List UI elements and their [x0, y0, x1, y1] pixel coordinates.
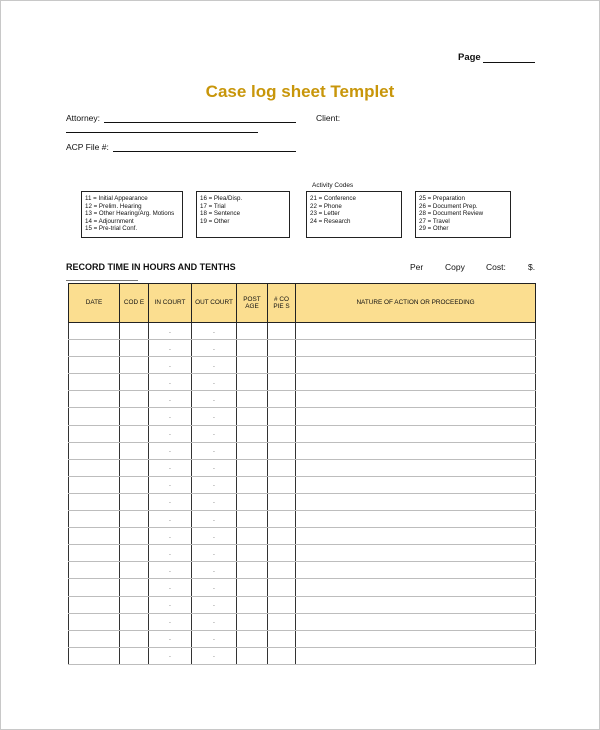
- code-cell[interactable]: [120, 391, 149, 408]
- postage-cell[interactable]: [237, 459, 268, 476]
- copies-cell[interactable]: [268, 340, 296, 357]
- attorney-field-line-2[interactable]: [66, 132, 258, 133]
- out-court-cell[interactable]: .: [192, 613, 237, 630]
- date-cell[interactable]: [69, 374, 120, 391]
- postage-cell[interactable]: [237, 545, 268, 562]
- nature-cell[interactable]: [296, 442, 536, 459]
- nature-cell[interactable]: [296, 459, 536, 476]
- column-header-postage: POST AGE: [237, 284, 268, 323]
- in-court-cell[interactable]: .: [149, 340, 192, 357]
- date-cell[interactable]: [69, 647, 120, 664]
- copies-cell[interactable]: [268, 493, 296, 510]
- in-court-cell[interactable]: .: [149, 596, 192, 613]
- activity-code-item: 14 = Adjournment: [85, 217, 134, 225]
- code-cell[interactable]: [120, 596, 149, 613]
- copies-cell[interactable]: [268, 579, 296, 596]
- in-court-cell[interactable]: .: [149, 391, 192, 408]
- copies-cell[interactable]: [268, 459, 296, 476]
- table-row: [69, 596, 536, 613]
- out-court-cell[interactable]: .: [192, 408, 237, 425]
- code-cell[interactable]: [120, 340, 149, 357]
- copies-cell[interactable]: [268, 357, 296, 374]
- nature-cell[interactable]: [296, 596, 536, 613]
- column-header-code: COD E: [120, 284, 149, 323]
- table-body: [69, 323, 536, 665]
- activity-code-item: 17 = Trial: [200, 202, 226, 210]
- table-row: [69, 613, 536, 630]
- activity-code-group-3: [306, 191, 402, 238]
- out-court-cell[interactable]: .: [192, 442, 237, 459]
- postage-cell[interactable]: [237, 442, 268, 459]
- out-court-cell[interactable]: .: [192, 374, 237, 391]
- acp-file-label: ACP File #:: [66, 142, 109, 152]
- copies-cell[interactable]: [268, 511, 296, 528]
- activity-code-item: 21 = Conference: [310, 195, 356, 202]
- date-cell[interactable]: [69, 511, 120, 528]
- code-cell[interactable]: [120, 323, 149, 340]
- date-cell[interactable]: [69, 579, 120, 596]
- postage-cell[interactable]: [237, 476, 268, 493]
- date-cell[interactable]: [69, 408, 120, 425]
- postage-cell[interactable]: [237, 613, 268, 630]
- nature-cell[interactable]: [296, 528, 536, 545]
- date-cell[interactable]: [69, 562, 120, 579]
- in-court-cell[interactable]: .: [149, 511, 192, 528]
- case-log-table: [68, 283, 536, 665]
- date-cell[interactable]: [69, 425, 120, 442]
- copies-cell[interactable]: [268, 391, 296, 408]
- postage-cell[interactable]: [237, 596, 268, 613]
- activity-code-item: 18 = Sentence: [200, 210, 241, 218]
- code-cell[interactable]: [120, 579, 149, 596]
- copy-label: Copy: [445, 262, 465, 272]
- copies-cell[interactable]: [268, 528, 296, 545]
- in-court-cell[interactable]: .: [149, 528, 192, 545]
- nature-cell[interactable]: [296, 357, 536, 374]
- out-court-cell[interactable]: .: [192, 391, 237, 408]
- page-number-label: Page: [458, 52, 481, 63]
- copies-cell[interactable]: [268, 562, 296, 579]
- date-cell[interactable]: [69, 340, 120, 357]
- in-court-cell[interactable]: .: [149, 613, 192, 630]
- activity-code-item: 29 = Other: [419, 225, 449, 233]
- out-court-cell[interactable]: .: [192, 647, 237, 664]
- activity-code-item: 23 = Letter: [310, 210, 340, 218]
- copies-cell[interactable]: [268, 323, 296, 340]
- activity-codes-title: Activity Codes: [312, 182, 354, 189]
- out-court-cell[interactable]: .: [192, 459, 237, 476]
- table-row: [69, 391, 536, 408]
- in-court-cell[interactable]: .: [149, 459, 192, 476]
- out-court-cell[interactable]: .: [192, 340, 237, 357]
- code-cell[interactable]: [120, 511, 149, 528]
- activity-code-item: 11 = Initial Appearance: [85, 195, 148, 202]
- activity-code-group-1: [81, 191, 183, 238]
- code-cell[interactable]: [120, 476, 149, 493]
- attorney-label: Attorney:: [66, 113, 101, 123]
- column-header-copies: # CO PIE S: [268, 284, 296, 323]
- postage-cell[interactable]: [237, 579, 268, 596]
- copies-cell[interactable]: [268, 647, 296, 664]
- column-header-out-court: OUT COURT: [192, 284, 237, 323]
- activity-code-group-2: [196, 191, 290, 238]
- nature-cell[interactable]: [296, 613, 536, 630]
- nature-cell[interactable]: [296, 425, 536, 442]
- out-court-cell[interactable]: .: [192, 545, 237, 562]
- code-cell[interactable]: [120, 357, 149, 374]
- code-cell[interactable]: [120, 493, 149, 510]
- date-cell[interactable]: [69, 459, 120, 476]
- copies-cell[interactable]: [268, 476, 296, 493]
- out-court-cell[interactable]: .: [192, 562, 237, 579]
- postage-cell[interactable]: [237, 562, 268, 579]
- column-header-nature-of-action: NATURE OF ACTION OR PROCEEDING: [296, 284, 536, 323]
- in-court-cell[interactable]: .: [149, 476, 192, 493]
- postage-cell[interactable]: [237, 374, 268, 391]
- table-row: [69, 579, 536, 596]
- postage-cell[interactable]: [237, 408, 268, 425]
- activity-code-item: 27 = Travel: [419, 217, 450, 225]
- page-number-field[interactable]: [483, 62, 535, 63]
- client-label: Client:: [316, 113, 341, 123]
- table-row: [69, 442, 536, 459]
- in-court-cell[interactable]: .: [149, 493, 192, 510]
- out-court-cell[interactable]: .: [192, 596, 237, 613]
- date-cell[interactable]: [69, 323, 120, 340]
- out-court-cell[interactable]: .: [192, 357, 237, 374]
- date-cell[interactable]: [69, 391, 120, 408]
- nature-cell[interactable]: [296, 511, 536, 528]
- date-cell[interactable]: [69, 545, 120, 562]
- column-header-date: DATE: [69, 284, 120, 323]
- in-court-cell[interactable]: .: [149, 442, 192, 459]
- postage-cell[interactable]: [237, 528, 268, 545]
- in-court-cell[interactable]: .: [149, 562, 192, 579]
- nature-cell[interactable]: [296, 374, 536, 391]
- table-row: [69, 374, 536, 391]
- table-header-row: [69, 284, 536, 323]
- nature-cell[interactable]: [296, 562, 536, 579]
- date-cell[interactable]: [69, 357, 120, 374]
- activity-code-item: 24 = Research: [310, 217, 351, 225]
- table-row: [69, 511, 536, 528]
- out-court-cell[interactable]: .: [192, 493, 237, 510]
- activity-code-item: 12 = Prelim. Hearing: [85, 202, 142, 210]
- in-court-cell[interactable]: .: [149, 579, 192, 596]
- copies-cell[interactable]: [268, 596, 296, 613]
- postage-cell[interactable]: [237, 630, 268, 647]
- copies-cell[interactable]: [268, 545, 296, 562]
- date-cell[interactable]: [69, 596, 120, 613]
- nature-cell[interactable]: [296, 493, 536, 510]
- code-cell[interactable]: [120, 408, 149, 425]
- postage-cell[interactable]: [237, 647, 268, 664]
- table-row: [69, 425, 536, 442]
- heading-rule: [66, 280, 138, 281]
- postage-cell[interactable]: [237, 323, 268, 340]
- postage-cell[interactable]: [237, 425, 268, 442]
- date-cell[interactable]: [69, 528, 120, 545]
- table-row: [69, 476, 536, 493]
- activity-code-item: 25 = Preparation: [419, 195, 465, 202]
- code-cell[interactable]: [120, 630, 149, 647]
- table-row: [69, 647, 536, 664]
- out-court-cell[interactable]: .: [192, 511, 237, 528]
- activity-code-item: 26 = Document Prep.: [419, 202, 478, 210]
- activity-code-item: 22 = Phone: [310, 202, 342, 210]
- copies-cell[interactable]: [268, 442, 296, 459]
- out-court-cell[interactable]: .: [192, 528, 237, 545]
- out-court-cell[interactable]: .: [192, 579, 237, 596]
- nature-cell[interactable]: [296, 545, 536, 562]
- copies-cell[interactable]: [268, 408, 296, 425]
- out-court-cell[interactable]: .: [192, 630, 237, 647]
- in-court-cell[interactable]: .: [149, 374, 192, 391]
- nature-cell[interactable]: [296, 476, 536, 493]
- date-cell[interactable]: [69, 630, 120, 647]
- table-row: [69, 357, 536, 374]
- activity-code-item: 13 = Other Hearing/Arg. Motions: [85, 210, 175, 218]
- out-court-cell[interactable]: .: [192, 425, 237, 442]
- copies-cell[interactable]: [268, 374, 296, 391]
- copies-cell[interactable]: [268, 425, 296, 442]
- activity-code-item: 28 = Document Review: [419, 210, 484, 218]
- activity-code-item: 16 = Plea/Disp.: [200, 195, 243, 202]
- out-court-cell[interactable]: .: [192, 323, 237, 340]
- acp-file-field[interactable]: [113, 151, 296, 152]
- code-cell[interactable]: [120, 545, 149, 562]
- activity-code-item: 15 = Pre-trial Conf.: [85, 225, 138, 233]
- date-cell[interactable]: [69, 493, 120, 510]
- in-court-cell[interactable]: .: [149, 357, 192, 374]
- date-cell[interactable]: [69, 613, 120, 630]
- postage-cell[interactable]: [237, 391, 268, 408]
- postage-cell[interactable]: [237, 357, 268, 374]
- code-cell[interactable]: [120, 425, 149, 442]
- nature-cell[interactable]: [296, 579, 536, 596]
- record-time-heading: RECORD TIME IN HOURS AND TENTHS: [66, 262, 236, 272]
- copies-cell[interactable]: [268, 613, 296, 630]
- in-court-cell[interactable]: .: [149, 425, 192, 442]
- date-cell[interactable]: [69, 476, 120, 493]
- activity-code-item: 19 = Other: [200, 217, 230, 225]
- attorney-field[interactable]: [104, 122, 296, 123]
- table-row: [69, 545, 536, 562]
- table-row: [69, 630, 536, 647]
- nature-cell[interactable]: [296, 408, 536, 425]
- in-court-cell[interactable]: .: [149, 408, 192, 425]
- nature-cell[interactable]: [296, 647, 536, 664]
- nature-cell[interactable]: [296, 323, 536, 340]
- code-cell[interactable]: [120, 613, 149, 630]
- table-row: [69, 493, 536, 510]
- postage-cell[interactable]: [237, 511, 268, 528]
- activity-code-group-4: [415, 191, 511, 238]
- in-court-cell[interactable]: .: [149, 630, 192, 647]
- copies-cell[interactable]: [268, 630, 296, 647]
- in-court-cell[interactable]: .: [149, 545, 192, 562]
- out-court-cell[interactable]: .: [192, 476, 237, 493]
- code-cell[interactable]: [120, 562, 149, 579]
- code-cell[interactable]: [120, 528, 149, 545]
- document-title: Case log sheet Templet: [205, 82, 395, 101]
- nature-cell[interactable]: [296, 630, 536, 647]
- code-cell[interactable]: [120, 442, 149, 459]
- in-court-cell[interactable]: .: [149, 647, 192, 664]
- table-row: [69, 528, 536, 545]
- column-header-in-court: IN COURT: [149, 284, 192, 323]
- table-row: [69, 323, 536, 340]
- postage-cell[interactable]: [237, 493, 268, 510]
- date-cell[interactable]: [69, 442, 120, 459]
- code-cell[interactable]: [120, 647, 149, 664]
- code-cell[interactable]: [120, 459, 149, 476]
- table-row: [69, 408, 536, 425]
- postage-cell[interactable]: [237, 340, 268, 357]
- per-label: Per: [410, 262, 424, 272]
- nature-cell[interactable]: [296, 340, 536, 357]
- table-row: [69, 340, 536, 357]
- table-row: [69, 459, 536, 476]
- code-cell[interactable]: [120, 374, 149, 391]
- table-row: [69, 562, 536, 579]
- nature-cell[interactable]: [296, 391, 536, 408]
- in-court-cell[interactable]: .: [149, 323, 192, 340]
- cost-label: Cost:: [486, 262, 506, 272]
- cost-value: $.: [528, 262, 536, 272]
